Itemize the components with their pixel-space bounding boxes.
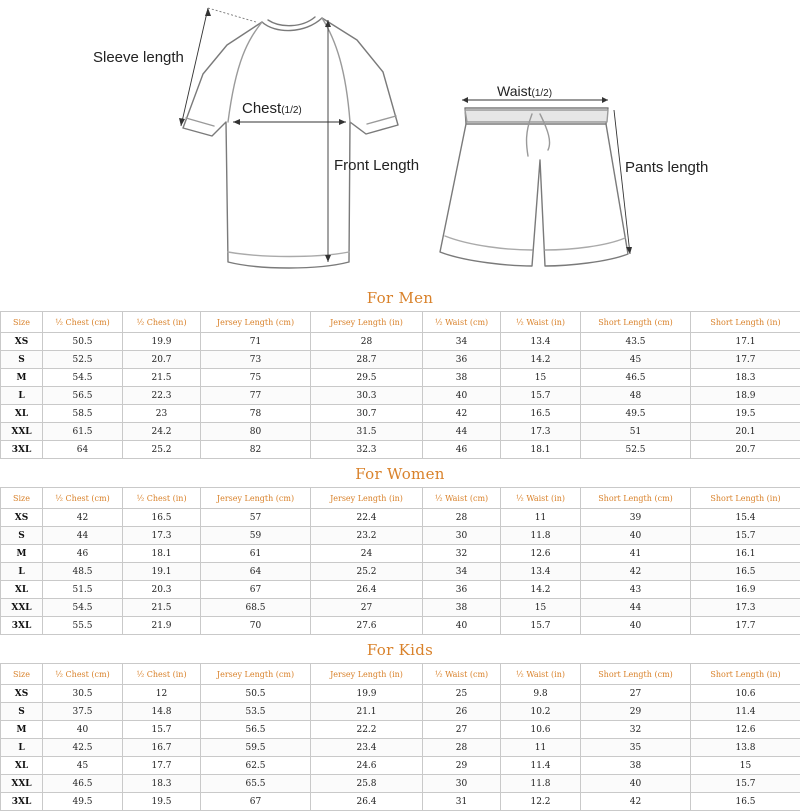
table-cell: 27 [311, 599, 423, 617]
column-header: Short Length (in) [691, 312, 800, 333]
table-cell: 52.5 [43, 351, 123, 369]
table-cell: 44 [581, 599, 691, 617]
table-cell: 15.7 [691, 527, 800, 545]
table-cell: 15.7 [123, 721, 201, 739]
table-row [1, 599, 800, 617]
table-cell: 34 [423, 563, 501, 581]
table-row [1, 509, 800, 527]
table-cell: 25.8 [311, 775, 423, 793]
table-cell: 19.5 [123, 793, 201, 811]
table-cell: 40 [43, 721, 123, 739]
table-cell: 15 [501, 369, 581, 387]
table-cell: 27 [581, 685, 691, 703]
table-cell: 58.5 [43, 405, 123, 423]
table-cell: 70 [201, 617, 311, 635]
table-cell: 59 [201, 527, 311, 545]
table-cell: 22.2 [311, 721, 423, 739]
table-row [1, 739, 800, 757]
table-row [1, 545, 800, 563]
table-cell: 56.5 [43, 387, 123, 405]
table-cell: 32.3 [311, 441, 423, 459]
table-cell: 54.5 [43, 369, 123, 387]
table-cell: 19.9 [311, 685, 423, 703]
table-cell: 19.5 [691, 405, 800, 423]
waist-note: (1/2) [531, 88, 552, 99]
table-cell: 46.5 [581, 369, 691, 387]
sleeve-length-line [181, 8, 208, 126]
size-cell: S [1, 703, 43, 721]
size-cell: XS [1, 685, 43, 703]
column-header: Short Length (cm) [581, 664, 691, 685]
table-row [1, 757, 800, 775]
table-cell: 17.7 [123, 757, 201, 775]
table-cell: 35 [581, 739, 691, 757]
table-cell: 24.2 [123, 423, 201, 441]
size-cell: S [1, 351, 43, 369]
table-cell: 36 [423, 581, 501, 599]
table-cell: 11 [501, 509, 581, 527]
table-cell: 26.4 [311, 581, 423, 599]
size-cell: XL [1, 405, 43, 423]
size-cell: M [1, 721, 43, 739]
column-header: Short Length (cm) [581, 488, 691, 509]
table-cell: 17.3 [123, 527, 201, 545]
table-cell: 17.7 [691, 351, 800, 369]
column-header: ½ Waist (cm) [423, 664, 501, 685]
table-cell: 29 [423, 757, 501, 775]
table-cell: 67 [201, 793, 311, 811]
column-header: ½ Waist (in) [501, 312, 581, 333]
section-title: For Kids [0, 635, 800, 663]
size-cell: M [1, 545, 43, 563]
table-cell: 73 [201, 351, 311, 369]
size-cell: XL [1, 757, 43, 775]
table-cell: 9.8 [501, 685, 581, 703]
table-cell: 68.5 [201, 599, 311, 617]
table-row [1, 581, 800, 599]
table-cell: 10.2 [501, 703, 581, 721]
table-cell: 10.6 [691, 685, 800, 703]
table-cell: 16.7 [123, 739, 201, 757]
size-table [0, 487, 800, 635]
table-cell: 65.5 [201, 775, 311, 793]
table-row [1, 351, 800, 369]
table-cell: 53.5 [201, 703, 311, 721]
table-cell: 48.5 [43, 563, 123, 581]
table-row [1, 441, 800, 459]
table-cell: 21.5 [123, 369, 201, 387]
column-header: ½ Chest (cm) [43, 312, 123, 333]
table-cell: 25.2 [123, 441, 201, 459]
table-cell: 15.7 [691, 775, 800, 793]
table-cell: 57 [201, 509, 311, 527]
table-cell: 30 [423, 775, 501, 793]
table-cell: 12.6 [691, 721, 800, 739]
table-cell: 27 [423, 721, 501, 739]
table-cell: 71 [201, 333, 311, 351]
table-cell: 40 [423, 387, 501, 405]
size-cell: L [1, 739, 43, 757]
table-cell: 11.8 [501, 527, 581, 545]
chest-note: (1/2) [281, 105, 302, 116]
table-cell: 15 [501, 599, 581, 617]
table-cell: 28 [423, 739, 501, 757]
table-cell: 46 [43, 545, 123, 563]
table-cell: 29 [581, 703, 691, 721]
table-cell: 32 [581, 721, 691, 739]
size-cell: 3XL [1, 793, 43, 811]
size-cell: XXL [1, 599, 43, 617]
size-cell: XL [1, 581, 43, 599]
table-cell: 24.6 [311, 757, 423, 775]
table-cell: 42 [581, 793, 691, 811]
column-header: ½ Waist (cm) [423, 312, 501, 333]
table-cell: 62.5 [201, 757, 311, 775]
table-cell: 17.3 [691, 599, 800, 617]
table-cell: 43.5 [581, 333, 691, 351]
table-cell: 45 [43, 757, 123, 775]
table-cell: 18.3 [123, 775, 201, 793]
table-cell: 21.9 [123, 617, 201, 635]
table-cell: 48 [581, 387, 691, 405]
table-cell: 27.6 [311, 617, 423, 635]
size-cell: M [1, 369, 43, 387]
table-cell: 25.2 [311, 563, 423, 581]
table-cell: 49.5 [43, 793, 123, 811]
table-cell: 40 [581, 617, 691, 635]
table-cell: 38 [423, 599, 501, 617]
column-header: Short Length (cm) [581, 312, 691, 333]
table-cell: 25 [423, 685, 501, 703]
size-tables [0, 283, 800, 811]
table-cell: 28 [311, 333, 423, 351]
table-cell: 12 [123, 685, 201, 703]
table-cell: 40 [423, 617, 501, 635]
table-cell: 51 [581, 423, 691, 441]
table-cell: 16.5 [691, 563, 800, 581]
table-cell: 42.5 [43, 739, 123, 757]
size-cell: S [1, 527, 43, 545]
column-header: ½ Chest (in) [123, 488, 201, 509]
table-cell: 10.6 [501, 721, 581, 739]
section-title: For Women [0, 459, 800, 487]
table-cell: 11.4 [501, 757, 581, 775]
table-row [1, 423, 800, 441]
table-cell: 49.5 [581, 405, 691, 423]
table-cell: 14.2 [501, 351, 581, 369]
table-cell: 28.7 [311, 351, 423, 369]
table-header-row [1, 488, 800, 509]
table-cell: 23 [123, 405, 201, 423]
table-cell: 18.1 [123, 545, 201, 563]
table-cell: 16.5 [123, 509, 201, 527]
column-header: Size [1, 664, 43, 685]
table-cell: 21.1 [311, 703, 423, 721]
table-cell: 20.3 [123, 581, 201, 599]
table-cell: 80 [201, 423, 311, 441]
table-cell: 30.7 [311, 405, 423, 423]
table-row [1, 369, 800, 387]
section-title: For Men [0, 283, 800, 311]
table-row [1, 703, 800, 721]
table-cell: 30 [423, 527, 501, 545]
table-cell: 50.5 [201, 685, 311, 703]
table-cell: 56.5 [201, 721, 311, 739]
column-header: Jersey Length (cm) [201, 488, 311, 509]
table-cell: 38 [581, 757, 691, 775]
table-cell: 46.5 [43, 775, 123, 793]
table-cell: 40 [581, 775, 691, 793]
table-cell: 30.5 [43, 685, 123, 703]
column-header: ½ Waist (in) [501, 664, 581, 685]
table-cell: 12.2 [501, 793, 581, 811]
column-header: ½ Chest (in) [123, 312, 201, 333]
table-cell: 55.5 [43, 617, 123, 635]
table-cell: 64 [201, 563, 311, 581]
table-cell: 42 [43, 509, 123, 527]
column-header: Size [1, 312, 43, 333]
column-header: Short Length (in) [691, 664, 800, 685]
table-cell: 11.8 [501, 775, 581, 793]
column-header: Size [1, 488, 43, 509]
table-cell: 18.1 [501, 441, 581, 459]
table-cell: 15.7 [501, 617, 581, 635]
table-row [1, 617, 800, 635]
table-cell: 13.4 [501, 333, 581, 351]
table-cell: 24 [311, 545, 423, 563]
table-cell: 17.7 [691, 617, 800, 635]
table-cell: 42 [423, 405, 501, 423]
table-cell: 54.5 [43, 599, 123, 617]
table-cell: 59.5 [201, 739, 311, 757]
column-header: Jersey Length (cm) [201, 312, 311, 333]
column-header: Short Length (in) [691, 488, 800, 509]
size-cell: XXL [1, 775, 43, 793]
size-table [0, 311, 800, 459]
table-cell: 30.3 [311, 387, 423, 405]
table-cell: 40 [581, 527, 691, 545]
table-cell: 23.4 [311, 739, 423, 757]
table-cell: 39 [581, 509, 691, 527]
table-cell: 46 [423, 441, 501, 459]
table-row [1, 333, 800, 351]
table-row [1, 405, 800, 423]
table-cell: 19.9 [123, 333, 201, 351]
size-cell: 3XL [1, 617, 43, 635]
column-header: Jersey Length (in) [311, 312, 423, 333]
size-cell: L [1, 387, 43, 405]
shirt-collar [262, 18, 322, 31]
table-cell: 31 [423, 793, 501, 811]
table-cell: 23.2 [311, 527, 423, 545]
table-cell: 42 [581, 563, 691, 581]
garment-outline-illustration [0, 0, 800, 283]
table-cell: 17.3 [501, 423, 581, 441]
table-cell: 15.7 [501, 387, 581, 405]
table-cell: 36 [423, 351, 501, 369]
table-cell: 41 [581, 545, 691, 563]
table-cell: 34 [423, 333, 501, 351]
front-length-label: Front Length [334, 157, 419, 174]
measurement-lines [181, 8, 630, 262]
column-header: ½ Chest (cm) [43, 664, 123, 685]
table-cell: 18.9 [691, 387, 800, 405]
table-cell: 16.1 [691, 545, 800, 563]
table-cell: 67 [201, 581, 311, 599]
size-cell: L [1, 563, 43, 581]
table-cell: 19.1 [123, 563, 201, 581]
table-cell: 12.6 [501, 545, 581, 563]
size-cell: XS [1, 333, 43, 351]
size-cell: 3XL [1, 441, 43, 459]
shirt-outline [183, 18, 398, 268]
table-cell: 26.4 [311, 793, 423, 811]
waist-label: Waist(1/2) [497, 83, 552, 99]
column-header: Jersey Length (in) [311, 664, 423, 685]
table-cell: 78 [201, 405, 311, 423]
column-header: ½ Waist (in) [501, 488, 581, 509]
table-cell: 29.5 [311, 369, 423, 387]
table-cell: 38 [423, 369, 501, 387]
table-row [1, 387, 800, 405]
size-cell: XXL [1, 423, 43, 441]
table-cell: 20.7 [123, 351, 201, 369]
table-cell: 28 [423, 509, 501, 527]
table-cell: 50.5 [43, 333, 123, 351]
chest-label: Chest(1/2) [242, 100, 302, 117]
table-cell: 26 [423, 703, 501, 721]
table-cell: 52.5 [581, 441, 691, 459]
table-cell: 20.7 [691, 441, 800, 459]
table-header-row [1, 312, 800, 333]
table-cell: 61.5 [43, 423, 123, 441]
table-cell: 22.4 [311, 509, 423, 527]
table-cell: 16.5 [691, 793, 800, 811]
table-cell: 13.8 [691, 739, 800, 757]
column-header: ½ Chest (cm) [43, 488, 123, 509]
sleeve-length-label: Sleeve length [93, 49, 184, 66]
table-cell: 17.1 [691, 333, 800, 351]
table-cell: 22.3 [123, 387, 201, 405]
table-cell: 15 [691, 757, 800, 775]
table-cell: 18.3 [691, 369, 800, 387]
table-cell: 11 [501, 739, 581, 757]
pants-length-label: Pants length [625, 159, 708, 176]
table-cell: 14.8 [123, 703, 201, 721]
size-diagram [0, 0, 800, 283]
shorts-waistband [465, 110, 608, 122]
column-header: ½ Chest (in) [123, 664, 201, 685]
table-cell: 61 [201, 545, 311, 563]
table-header-row [1, 664, 800, 685]
size-table [0, 663, 800, 811]
table-cell: 75 [201, 369, 311, 387]
column-header: Jersey Length (cm) [201, 664, 311, 685]
table-cell: 14.2 [501, 581, 581, 599]
table-cell: 16.5 [501, 405, 581, 423]
table-cell: 31.5 [311, 423, 423, 441]
table-cell: 43 [581, 581, 691, 599]
table-cell: 44 [423, 423, 501, 441]
table-row [1, 721, 800, 739]
table-row [1, 793, 800, 811]
table-cell: 16.9 [691, 581, 800, 599]
table-cell: 32 [423, 545, 501, 563]
table-cell: 13.4 [501, 563, 581, 581]
table-cell: 15.4 [691, 509, 800, 527]
table-cell: 64 [43, 441, 123, 459]
table-cell: 45 [581, 351, 691, 369]
table-cell: 82 [201, 441, 311, 459]
table-cell: 20.1 [691, 423, 800, 441]
table-cell: 51.5 [43, 581, 123, 599]
table-row [1, 563, 800, 581]
table-cell: 44 [43, 527, 123, 545]
table-cell: 11.4 [691, 703, 800, 721]
table-cell: 37.5 [43, 703, 123, 721]
table-row [1, 527, 800, 545]
table-cell: 77 [201, 387, 311, 405]
table-cell: 21.5 [123, 599, 201, 617]
table-row [1, 685, 800, 703]
table-row [1, 775, 800, 793]
size-cell: XS [1, 509, 43, 527]
column-header: ½ Waist (cm) [423, 488, 501, 509]
column-header: Jersey Length (in) [311, 488, 423, 509]
